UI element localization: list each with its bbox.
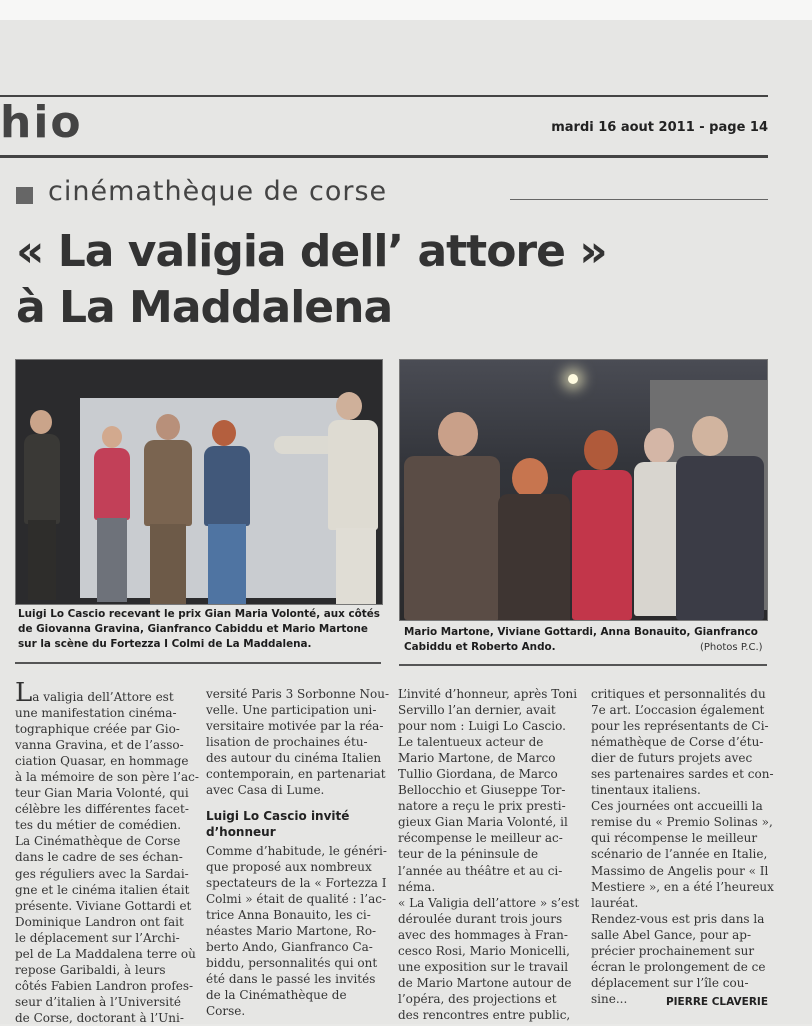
headline-line-1: « La valigia dell’ attore » [16,226,607,277]
article-line: avec Casa di Lume. [206,783,325,798]
article-line: une manifestation cinéma- [15,706,177,721]
article-line: avec des hommages à Fran- [398,927,568,942]
kicker-rule [510,199,768,200]
article-line: néma. [398,879,436,894]
article-line: pour les représentants de Ci- [591,719,769,734]
article-line: cesco Rosi, Mario Monicelli, [398,943,570,958]
article-line: néastes Mario Martone, Ro- [206,924,377,939]
article-line: La Cinémathèque de Corse [15,834,181,849]
author-signature: PIERRE CLAVERIE [665,996,768,1008]
article-line: qui récompense le meilleur [591,831,758,846]
article-line: critiques et personnalités du [591,687,766,701]
article-line: teur de la péninsule de [398,847,539,862]
caption-right-line: Mario Martone, Viviane Gottardi, Anna Bonauito, Gianfranco [404,626,758,638]
photo-group-portrait [399,359,768,621]
article-column-1 [15,678,199,1026]
article-line: salle Abel Gance, pour ap- [591,927,752,942]
article-line: teur Gian Maria Volonté, qui [15,786,189,801]
article-line: pel de La Maddalena terre où [15,946,196,961]
article-line: némathèque de Corse d’étu- [591,735,764,750]
article-column-2-bottom [206,843,387,1020]
article-line: 7e art. L’occasion également [591,703,765,718]
article-line: l’année au théâtre et au ci- [398,863,563,878]
article-line: Mario Martone, de Marco [398,751,556,766]
article-line: côtés Fabien Landron profes- [15,978,194,993]
article-line: précier prochainement sur [591,943,755,958]
article-line: ses partenaires sardes et con- [591,767,774,782]
article-line: ges réguliers avec la Sardai- [15,866,189,881]
article-line: présente. Viviane Gottardi et [15,898,192,913]
article-line: de la Cinémathèque de [206,988,347,1003]
article-line: que proposé aux nombreux [206,860,372,875]
article-line: déplacement sur l’île cou- [591,975,749,990]
caption-left-line: de Giovanna Gravina, Gianfranco Cabiddu et Mario Martone [18,623,368,635]
article-subhead [206,808,349,840]
article-line: gieux Gian Maria Volonté, il [398,815,568,830]
article-line: Bellocchio et Giuseppe Tor- [398,783,566,798]
article-line: tinentaux italiens. [591,783,701,798]
article-line: repose Garibaldi, à leurs [15,962,166,977]
article-line: Massimo de Angelis pour « Il [591,863,769,878]
article-line: trice Anna Bonauito, les ci- [206,908,371,923]
article-line: déroulée durant trois jours [398,911,563,926]
article-column-2-top [206,686,390,798]
article-line: récompense le meilleur ac- [398,831,563,846]
article-line: Mestiere », en a été l’heureux [591,879,774,894]
subhead-line: Luigi Lo Cascio invité [206,809,350,823]
article-column-4 [591,686,774,1007]
article-line: ciation Quasar, en hommage [15,754,189,769]
photo-award-ceremony [15,359,383,605]
subhead-line: d’honneur [206,825,276,839]
article-column-3 [398,686,580,1023]
headline-line-2: à La Maddalena [16,282,393,333]
article-line: une exposition sur le travail [398,959,569,974]
article-line: de Mario Martone autour de [398,975,572,990]
article-line: Comme d’habitude, le généri- [206,844,387,858]
kicker-square-icon [16,187,33,204]
caption-rule-left [15,662,381,664]
article-line: Dominique Landron ont fait [15,914,184,929]
masthead-top-rule [0,95,768,97]
article-line: Rendez-vous est pris dans la [591,911,765,926]
article-line: gne et le cinéma italien était [15,882,190,897]
caption-rule-right [399,664,767,666]
article-line: été dans le passé les invités [206,972,376,987]
article-line: berto Ando, Gianfranco Ca- [206,940,373,955]
article-line: sine... [591,991,628,1006]
headline [16,224,806,336]
caption-left [18,607,384,652]
article-line: versité Paris 3 Sorbonne Nou- [206,687,390,701]
article-line: vanna Gravina, et de l’asso- [15,738,184,753]
article-line: des autour du cinéma Italien [206,751,382,766]
article-line: scénario de l’année en Italie, [591,847,768,862]
photo-credit: (Photos P.C.) [700,642,763,653]
masthead-bottom-rule [0,155,768,158]
page-top-margin [0,0,812,20]
article-line: L’invité d’honneur, après Toni [398,687,578,701]
article-line: Servillo l’an dernier, avait [398,703,556,718]
dateline: mardi 16 aout 2011 - page 14 [551,120,768,135]
article-line: le déplacement sur l’Archi- [15,930,180,945]
article-line: contemporain, en partenariat [206,767,386,782]
article-line: dans le cadre de ses échan- [15,850,183,865]
article-line: pour nom : Luigi Lo Cascio. [398,719,566,734]
article-line: natore a reçu le prix presti- [398,799,566,814]
article-line: tes du métier de comédien. [15,818,182,833]
article-line: célèbre les différentes facet- [15,802,189,817]
article-line: écran le prolongement de ce [591,959,766,974]
article-line: Tullio Giordana, de Marco [398,767,558,782]
article-line: velle. Une participation uni- [206,703,377,718]
drop-cap: L [15,678,33,708]
article-line: versitaire motivée par la réa- [206,719,384,734]
caption-left-line: Luigi Lo Cascio recevant le prix Gian Maria Volonté, aux côtés [18,608,380,620]
article-line: seur d’italien à l’Université [15,994,182,1009]
article-line: « La Valigia dell’attore » s’est [398,895,580,910]
article-line: à la mémoire de son père l’ac- [15,770,199,785]
article-line: Corse. [206,1004,246,1019]
masthead-fragment: hio [0,98,83,148]
article-line: spectateurs de la « Fortezza I [206,876,387,891]
section-kicker: cinémathèque de corse [48,176,388,207]
article-line: Ces journées ont accueilli la [591,799,763,814]
caption-right-line: Cabiddu et Roberto Ando. [404,641,556,653]
article-line [15,678,185,708]
article-line: l’opéra, des projections et [398,991,557,1006]
caption-left-line: sur la scène du Fortezza I Colmi de La Maddalena. [18,638,312,650]
article-line: dier de futurs projets avec [591,751,753,766]
article-line: lauréat. [591,895,639,910]
article-line: remise du « Premio Solinas », [591,815,773,830]
article-line: Colmi » était de qualité : l’ac- [206,892,386,907]
article-line-text: a valigia dell’Attore est [32,690,174,704]
article-line: biddu, personnalités qui ont [206,956,378,971]
article-line: tographique créée par Gio- [15,722,180,737]
lamp-light [568,374,578,384]
article-line: lisation de prochaines étu- [206,735,368,750]
article-line: de Corse, doctorant à l’Uni- [15,1010,184,1025]
article-line: des rencontres entre public, [398,1007,571,1022]
article-line: Le talentueux acteur de [398,735,544,750]
